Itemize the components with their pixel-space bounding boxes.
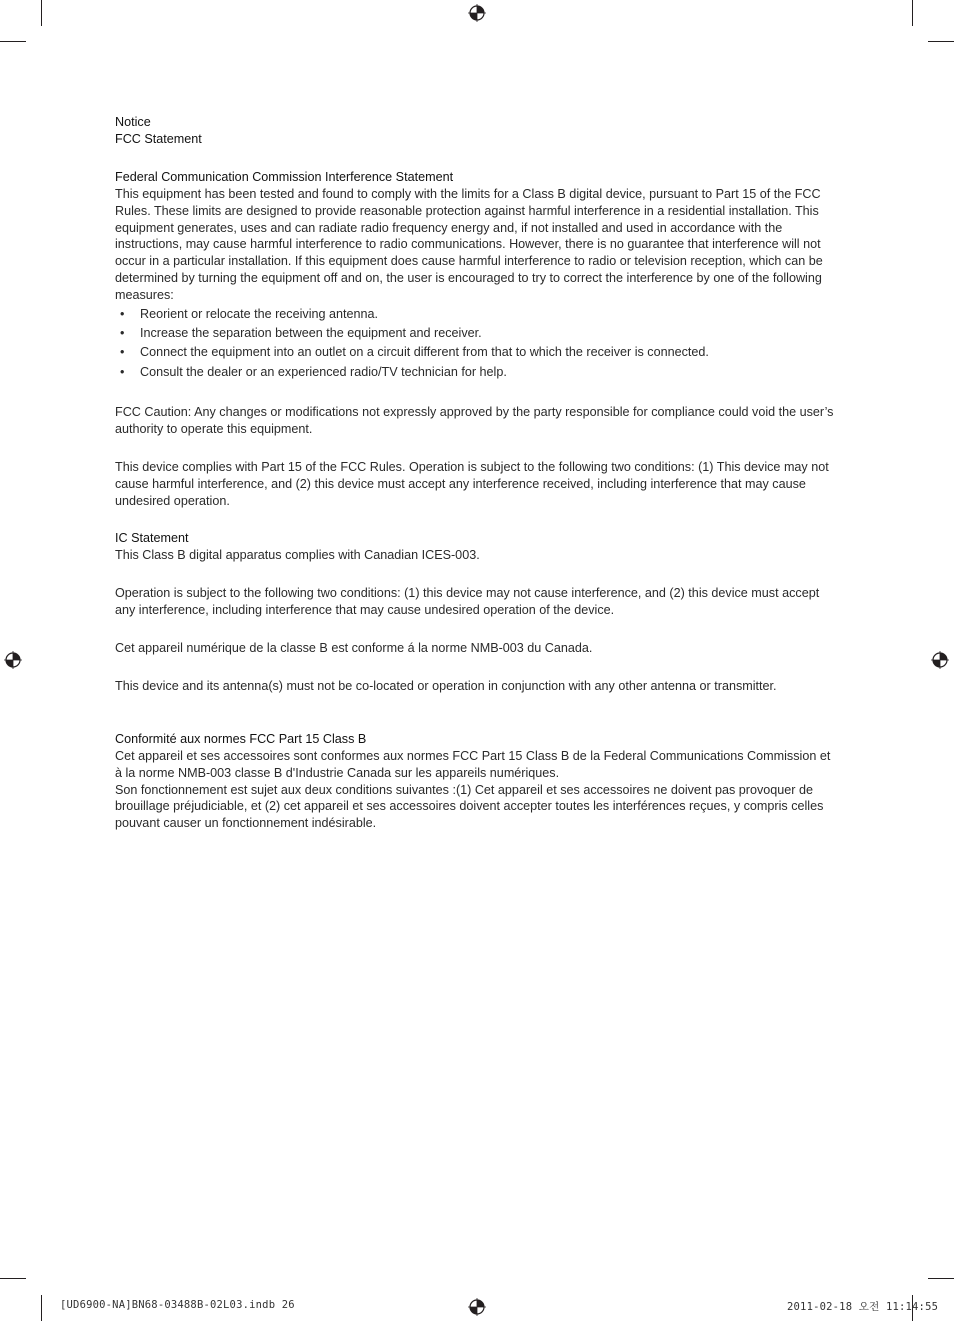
fcc-caution: FCC Caution: Any changes or modifications not expressly approved by the party responsible for compliance could void the user’s authority to operate this equipment. — [115, 404, 834, 436]
part15-compliance: This device complies with Part 15 of the FCC Rules. Operation is subject to the following two conditions: (1) This device may not cause harmful interference, and (2) this device must accept any interference received, including interference that may cause undesired operation. — [115, 459, 829, 508]
ic-statement-heading: IC Statement — [115, 531, 189, 546]
bullet-icon: • — [120, 307, 125, 322]
crop-mark-bottom-left-vertical — [41, 1295, 42, 1321]
conformite-paragraph-1: Cet appareil et ses accessoires sont conformes aux normes FCC Part 15 Class B de la Federal Communications Commission et à la norme NMB-003 classe B d'Industrie Canada sur les appareils numériques. — [115, 748, 831, 780]
crop-mark-top-left-vertical — [41, 0, 42, 26]
conformite-paragraph-2: Son fonctionnement est sujet aux deux conditions suivantes :(1) Cet appareil et ses accessoires ne doivent pas provoquer de brouillage préjudiciable, et (2) cet appareil et ses accessoires doivent accepter toutes les interférences reçues, y compris celles pouvant causer un fonctionnement indésirable. — [115, 782, 824, 831]
crop-mark-top-right-vertical — [912, 0, 913, 26]
interference-heading: Federal Communication Commission Interference Statement — [115, 169, 454, 184]
crop-mark-top-left-horizontal — [0, 41, 26, 42]
bullet-icon: • — [120, 345, 125, 360]
conformite-heading: Conformité aux normes FCC Part 15 Class B — [115, 731, 367, 746]
ic-ices-statement: This Class B digital apparatus complies with Canadian ICES-003. — [115, 548, 480, 563]
list-item: • Consult the dealer or an experienced radio/TV technician for help. — [120, 364, 507, 379]
print-slug-timestamp: 2011-02-18 오전 11:14:55 — [787, 1301, 939, 1313]
list-item: • Increase the separation between the equipment and receiver. — [120, 326, 482, 341]
registration-target-icon — [468, 1298, 486, 1316]
list-item: • Reorient or relocate the receiving antenna. — [120, 307, 379, 322]
ic-french-statement: Cet appareil numérique de la classe B est conforme á la norme NMB-003 du Canada. — [115, 641, 593, 656]
fcc-statement-heading: FCC Statement — [115, 131, 202, 146]
registration-target-icon — [4, 651, 22, 669]
bullet-icon: • — [120, 364, 125, 379]
ic-operation-conditions: Operation is subject to the following two conditions: (1) this device may not cause interference, and (2) this device must accept any interference, including interference that may cause undesired operation of the device. — [115, 586, 820, 618]
crop-mark-bottom-left-horizontal — [0, 1278, 26, 1279]
registration-target-icon — [931, 651, 949, 669]
list-item: • Connect the equipment into an outlet on a circuit different from that to which the receiver is connected. — [120, 345, 709, 360]
print-slug-file: [UD6900-NA]BN68-03488B-02L03.indb 26 — [60, 1299, 295, 1311]
measures-list — [115, 306, 839, 381]
registration-target-icon — [468, 4, 486, 22]
notice-heading: Notice — [115, 115, 151, 129]
crop-mark-top-right-horizontal — [928, 41, 954, 42]
document-body — [115, 114, 839, 832]
crop-mark-bottom-right-horizontal — [928, 1278, 954, 1279]
antenna-colocation-statement: This device and its antenna(s) must not be co-located or operation in conjunction with any other antenna or transmitter. — [115, 678, 777, 693]
interference-body: This equipment has been tested and found to comply with the limits for a Class B digital device, pursuant to Part 15 of the FCC Rules. These limits are designed to provide reasonable protection against harmful interference in a residential installation. This equipment generates, uses and can radiate radio frequency energy and, if not installed and used in accordance with the instructions, may cause harmful interference to radio communications. However, there is no guarantee that interference will not occur in a particular installation. If this equipment does cause harmful interference to radio or television reception, which can be determined by turning the equipment off and on, the user is encouraged to try to correct the interference by one of the following measures: — [115, 186, 823, 303]
bullet-icon: • — [120, 326, 125, 341]
